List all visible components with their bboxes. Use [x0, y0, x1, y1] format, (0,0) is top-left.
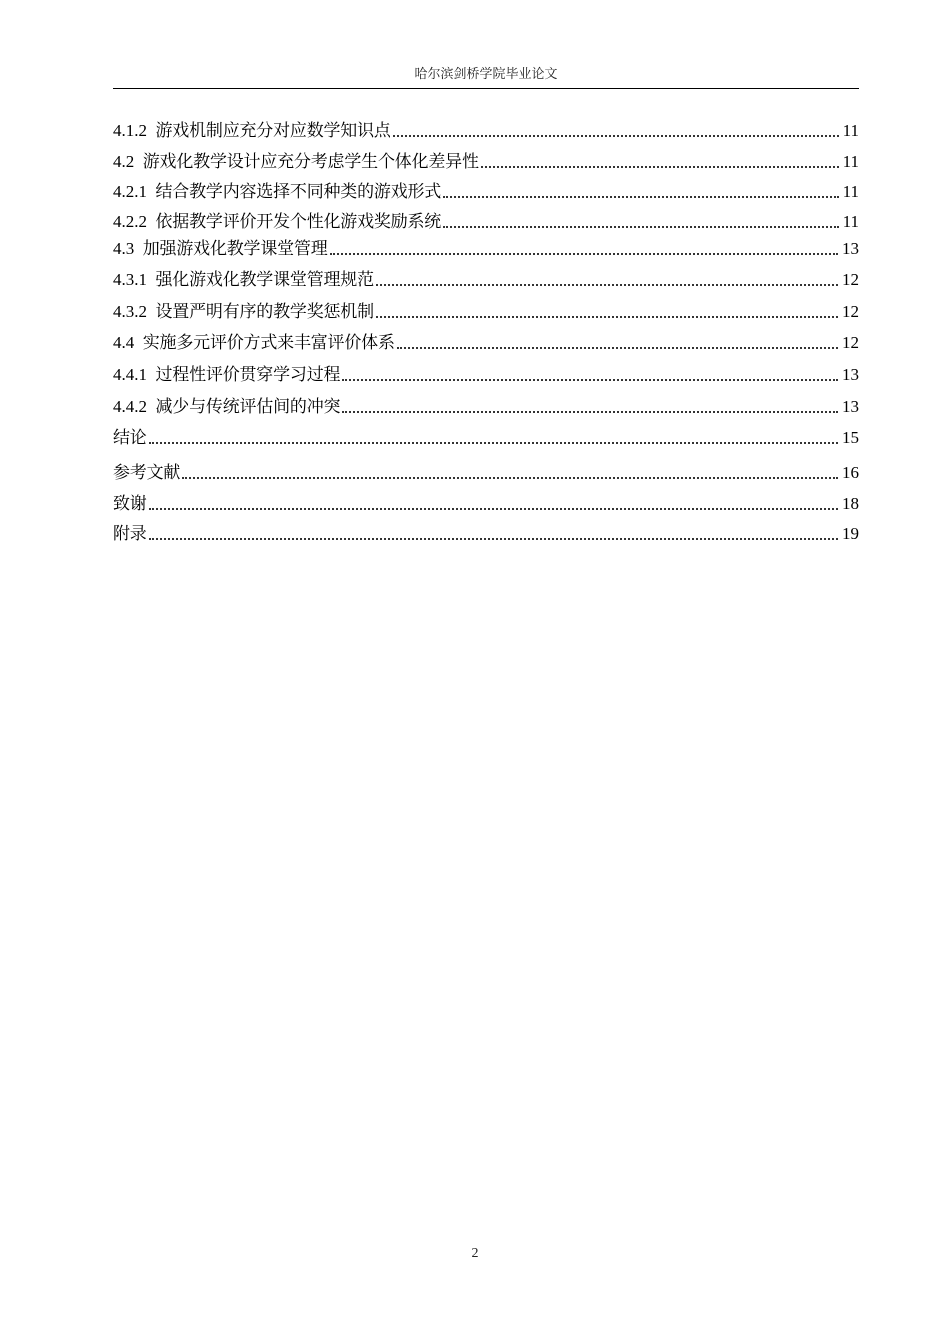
toc-entry[interactable]	[113, 267, 859, 291]
toc-entry-page: 15	[842, 428, 859, 447]
toc-entry-number: 4.2.1	[113, 182, 156, 201]
toc-entry[interactable]	[113, 118, 859, 142]
toc-entry-title: 游戏化教学设计应充分考虑学生个体化差异性	[142, 152, 479, 172]
toc-entry-number: 4.3.1	[113, 270, 156, 289]
toc-entry-page: 11	[842, 152, 859, 171]
toc-leader-dots	[149, 442, 838, 444]
toc-entry-number: 4.1.2	[113, 121, 156, 140]
toc-entry-page: 16	[842, 463, 859, 482]
page-number: 2	[471, 1246, 479, 1261]
toc-entry[interactable]	[113, 209, 859, 233]
toc-entry-title: 结论	[113, 428, 147, 448]
page-header	[113, 64, 859, 89]
toc-entry[interactable]	[113, 330, 859, 354]
toc-entry[interactable]	[113, 149, 859, 173]
toc-leader-dots	[397, 347, 838, 349]
toc-entry[interactable]	[113, 394, 859, 418]
toc-leader-dots	[443, 196, 839, 198]
toc-entry-title: 参考文献	[113, 463, 181, 483]
toc-entry[interactable]	[113, 236, 859, 260]
toc-entry-title: 实施多元评价方式来丰富评价体系	[142, 333, 395, 353]
toc-entry-number: 4.4.1	[113, 365, 156, 384]
toc-entry-page: 13	[842, 397, 859, 416]
toc-entry-page: 12	[842, 302, 859, 321]
toc-entry-number: 4.3	[113, 239, 143, 258]
toc-leader-dots	[182, 477, 838, 479]
toc-entry-title: 过程性评价贯穿学习过程	[155, 365, 341, 385]
toc-entry-page: 19	[842, 524, 859, 543]
toc-entry-page: 18	[842, 494, 859, 513]
toc-entry[interactable]	[113, 362, 859, 386]
toc-entry-page: 12	[842, 333, 859, 352]
toc-entry-page: 11	[842, 182, 859, 201]
toc-leader-dots	[376, 284, 838, 286]
toc-leader-dots	[443, 226, 839, 228]
toc-entry[interactable]	[113, 425, 859, 449]
toc-entry-title: 游戏机制应充分对应数学知识点	[155, 121, 391, 141]
toc-entry-page: 13	[842, 365, 859, 384]
toc-entry-page: 11	[842, 212, 859, 231]
toc-entry-number: 4.2.2	[113, 212, 156, 231]
toc-entry[interactable]	[113, 179, 859, 203]
toc-leader-dots	[330, 253, 838, 255]
toc-leader-dots	[393, 135, 839, 137]
toc-entry[interactable]	[113, 460, 859, 484]
toc-entry-title: 附录	[113, 524, 147, 544]
toc-entry[interactable]	[113, 491, 859, 515]
toc-entry-page: 13	[842, 239, 859, 258]
toc-entry-number: 4.2	[113, 152, 143, 171]
toc-entry-title: 减少与传统评估间的冲突	[155, 397, 341, 417]
toc-leader-dots	[376, 316, 838, 318]
toc-leader-dots	[149, 508, 838, 510]
toc-entry-title: 设置严明有序的教学奖惩机制	[155, 302, 374, 322]
toc-entry-title: 致谢	[113, 494, 147, 514]
toc-entry-page: 11	[842, 121, 859, 140]
toc-entry[interactable]	[113, 521, 859, 545]
toc-entry[interactable]	[113, 299, 859, 323]
toc-leader-dots	[342, 411, 838, 413]
toc-entry-title: 强化游戏化教学课堂管理规范	[155, 270, 374, 290]
toc-entry-page: 12	[842, 270, 859, 289]
toc-entry-title: 依据教学评价开发个性化游戏奖励系统	[155, 212, 442, 232]
toc-entry-title: 加强游戏化教学课堂管理	[142, 239, 328, 259]
toc-entry-number: 4.3.2	[113, 302, 156, 321]
toc-entry-number: 4.4.2	[113, 397, 156, 416]
toc-leader-dots	[342, 379, 838, 381]
toc-leader-dots	[481, 166, 839, 168]
toc-entry-number: 4.4	[113, 333, 143, 352]
header-title: 哈尔滨剑桥学院毕业论文	[414, 67, 558, 82]
toc-entry-title: 结合教学内容选择不同种类的游戏形式	[155, 182, 442, 202]
toc-leader-dots	[149, 538, 838, 540]
